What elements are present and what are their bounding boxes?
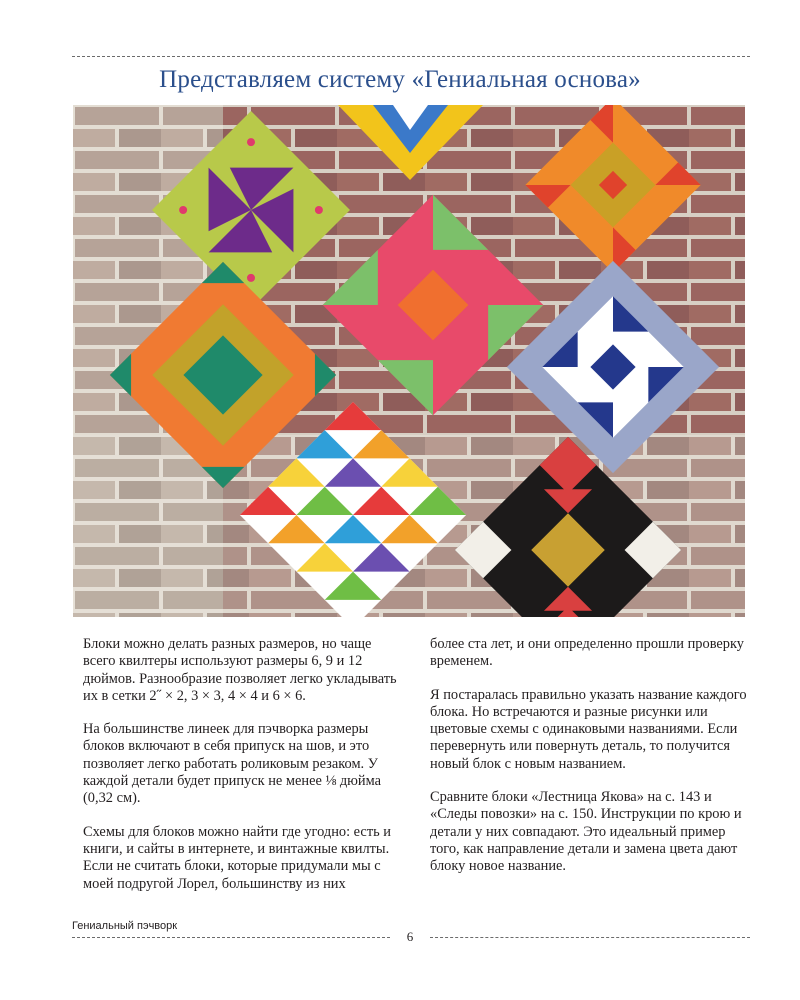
- text-column-right: [430, 636, 748, 892]
- running-footer-title: Гениальный пэчворк: [72, 920, 178, 932]
- footer-rule-left: [72, 937, 390, 938]
- paragraph: На большинстве линеек для пэчворка размеры блоков включают в себя припуск на шов, и это позволяет легко работать роликовым резаком. У каждой детали будет припуск не менее ⅛ дюйма (0,32 см).: [83, 721, 382, 807]
- page-title: Представляем систему «Гениальная основа»: [159, 66, 641, 93]
- quilt-blocks-photo: [73, 105, 745, 617]
- footer-rule-right: [430, 937, 750, 938]
- text-column-left: [83, 636, 401, 909]
- paragraph: более ста лет, и они определенно прошли проверку временем.: [430, 636, 744, 670]
- paragraph: Я постаралась правильно указать название каждого блока. Но встречаются и разные рисунки или цветовые схемы с одинаковыми названиями. Если перевернуть или повернуть деталь, то получится новый блок с новым названием.: [430, 686, 747, 772]
- top-rule: [72, 56, 750, 57]
- paragraph: Блоки можно делать разных размеров, но чаще всего квилтеры используют размеры 6, 9 и 12 дюймов. Разнообразие позволяет легко укладывать их в сетки 2˝ × 2, 3 × 3, 4 × 4 и 6 × 6.: [83, 636, 397, 704]
- paragraph: Сравните блоки «Лестница Якова» на с. 143 и «Следы повозки» на с. 150. Инструкции по крою и детали у них совпадают. Это идеальный пример того, как направление детали и замена цвета дают блоку новое название.: [430, 789, 742, 875]
- paragraph: Схемы для блоков можно найти где угодно: есть и книги, и сайты в интернете, и винтажные квилты. Если не считать блоки, которые придумали мы с моей подругой Лорел, большинству из них: [83, 823, 391, 892]
- page-number: 6: [406, 929, 414, 944]
